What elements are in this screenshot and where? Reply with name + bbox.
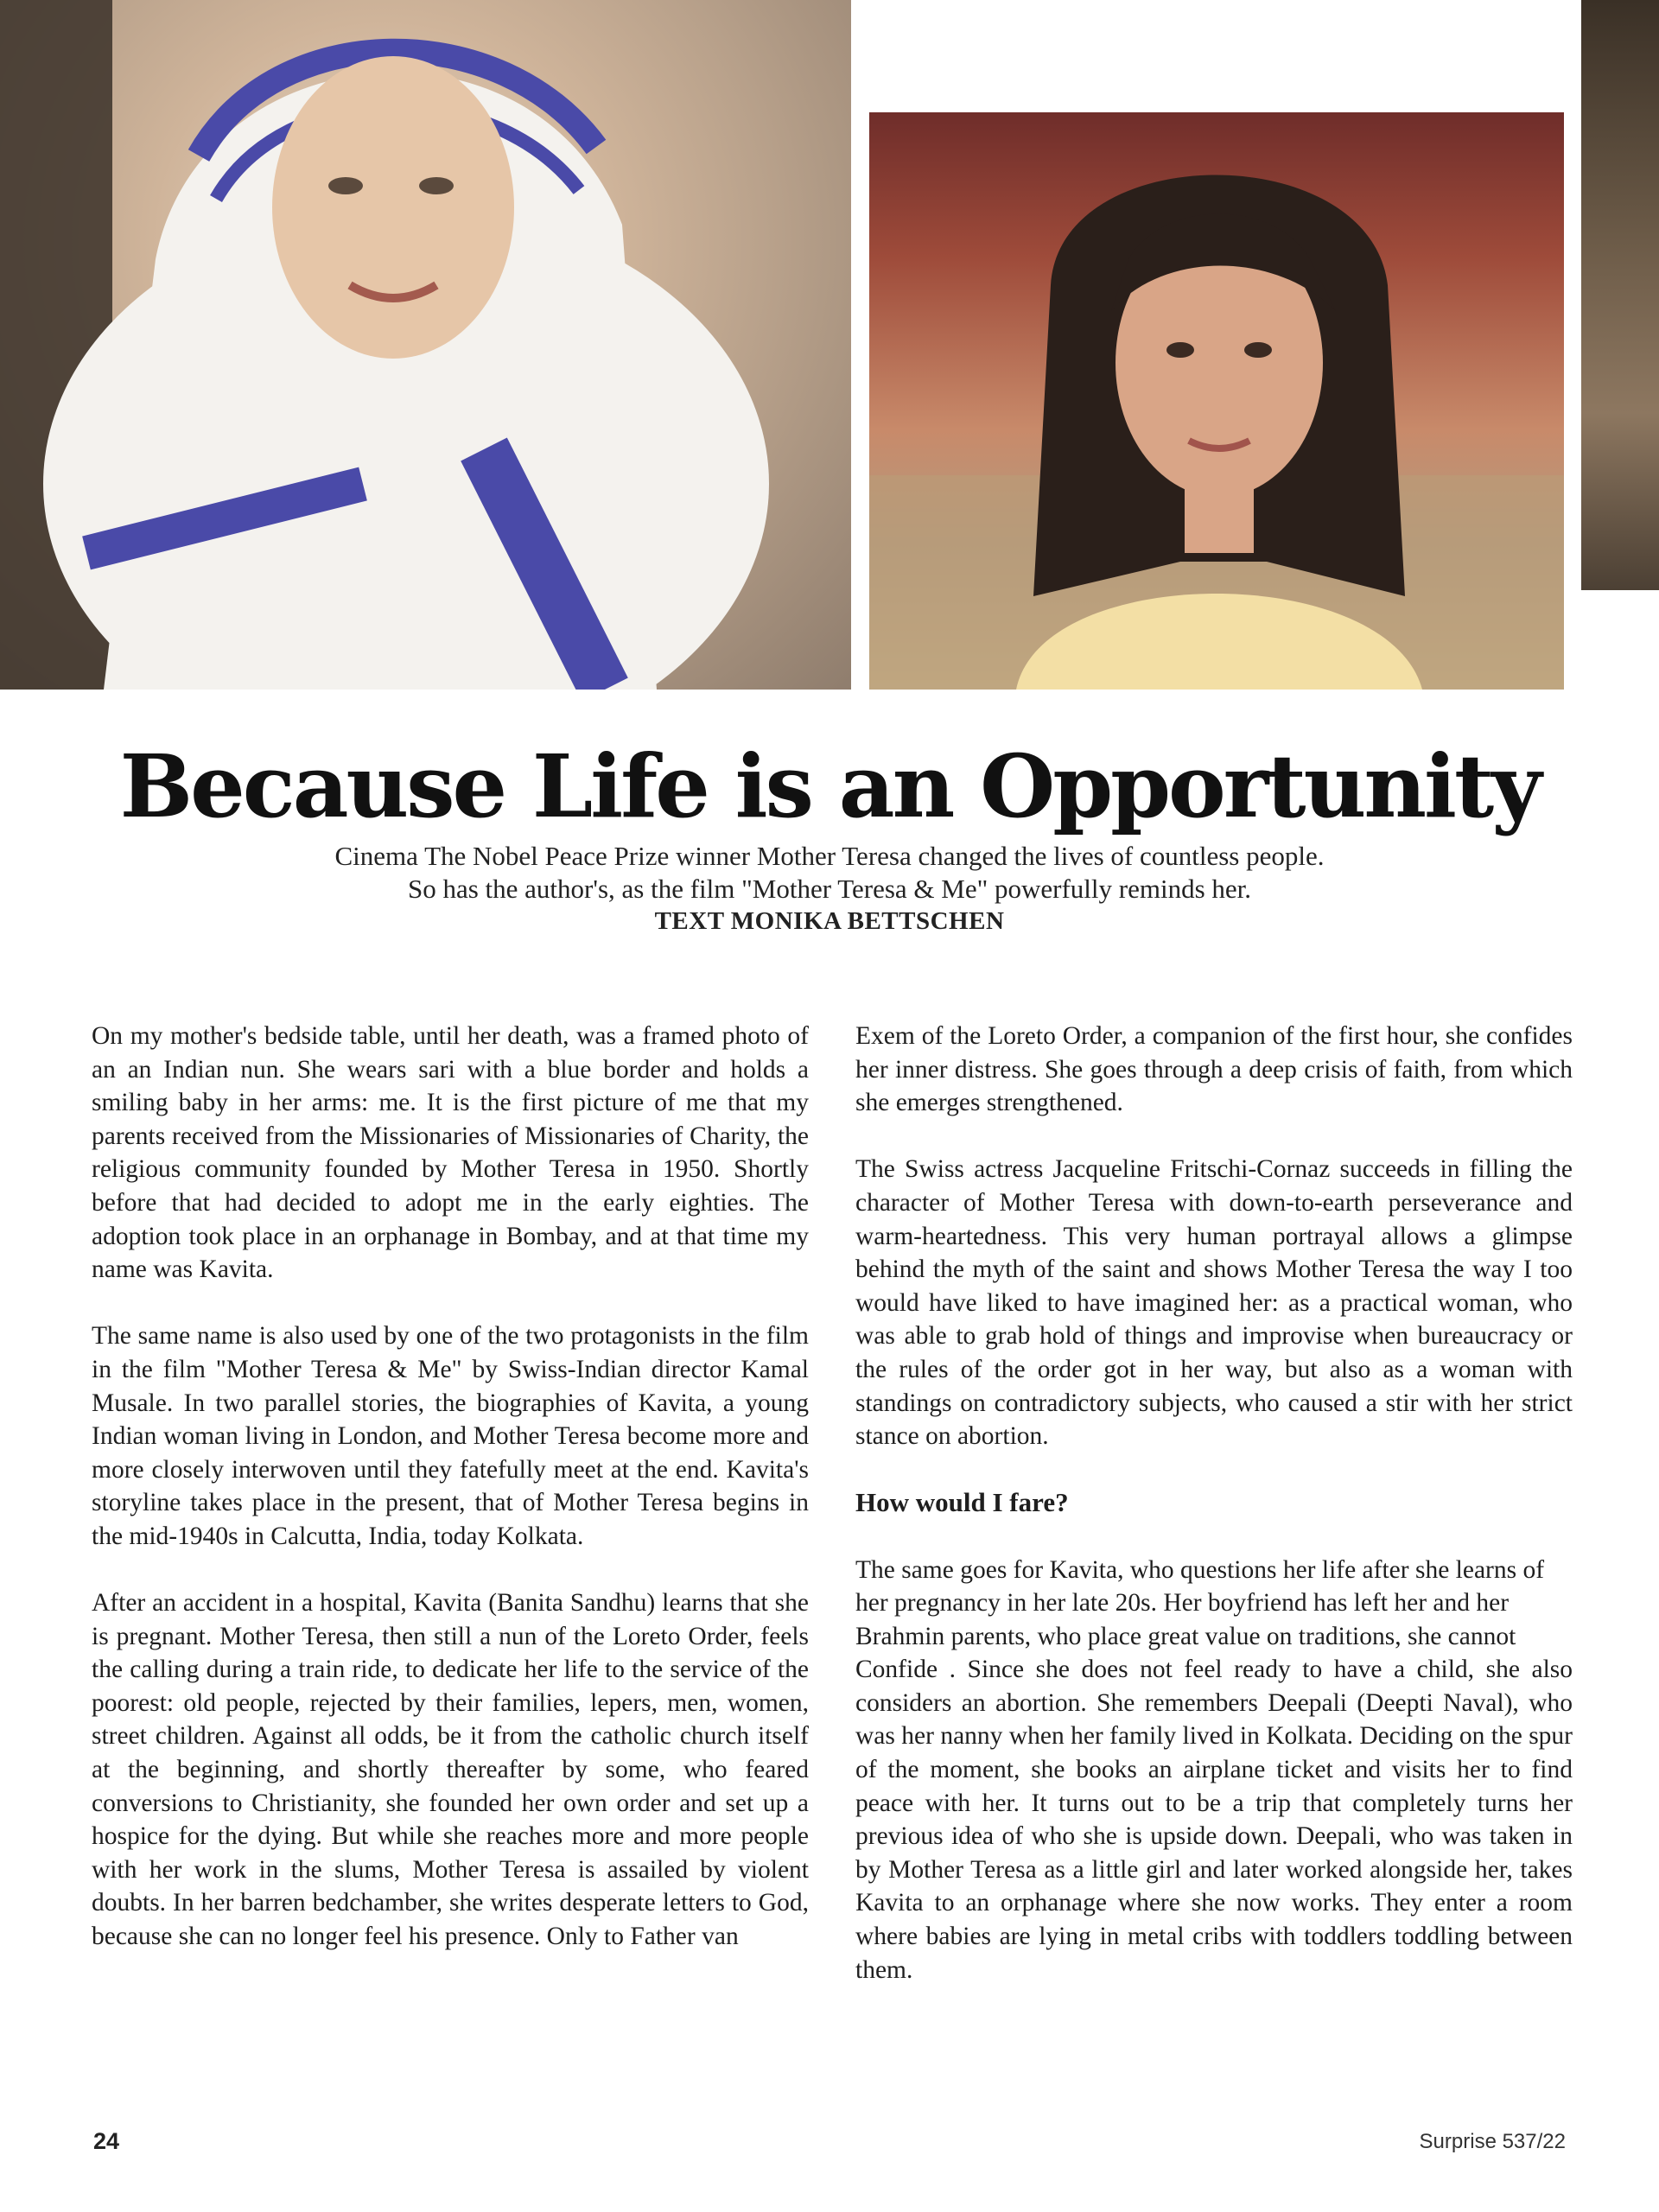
paragraph: The Swiss actress Jacqueline Fritschi-Cornaz succeeds in filling the character of Mother Teresa with down-to-earth perseverance and warm-heartedness. This very human portrayal allows a glimpse behind the myth of the saint and shows Mother Teresa the way I too would have liked to have imagined her: as a practical woman, who was able to grab hold of things and improvise when bureaucracy or the rules of the order got in her way, but also as a woman with standings on contradictory subjects, who caused a stir with her strict stance on abortion. [855,1155,1573,1451]
subheading: How would I fare? [855,1487,1069,1518]
article-title: Because Life is an Opportunity [119,735,1540,837]
paragraph: Exem of the Loreto Order, a companion of the first hour, she confides her inner distress. She goes through a deep crisis of faith, from which she emerges strengthened. [855,1022,1573,1117]
byline: TEXT MONIKA BETTSCHEN [654,907,1005,935]
photo-partial-crop [1581,0,1659,590]
body-column-left [92,1020,809,1954]
body-column-right [855,1020,1573,1986]
issue-info: Surprise 537/22 [1419,2130,1566,2153]
paragraph: The same name is also used by one of the two protagonists in the film in the film "Mother Teresa & Me" by Swiss-Indian director Kamal Musale. In two parallel stories, the biographies of Kavita, a young Indian woman living in London, and Mother Teresa become more and more closely interwoven until they fatefully meet at the end. Kavita's storyline takes place in the present, that of Mother Teresa begins in the mid-1940s in Calcutta, India, today Kolkata. [92,1322,809,1550]
paragraph: Confide . Since she does not feel ready to have a child, she also considers an abortion. She remembers Deepali (Deepti Naval), who was her nanny when her family lived in Kolkata. Deciding on the spur of the moment, she books an airplane ticket and visits her to find peace with her. It turns out to be a trip that completely turns her previous idea of who she is upside down. Deepali, who was taken in by Mother Teresa as a little girl and later worked alongside her, takes Kavita to an orphanage where she now works. They enter a room where babies are lying in metal cribs with toddlers toddling between them. [855,1656,1573,1984]
photo-young-woman-portrait [869,112,1564,690]
paragraph: On my mother's bedside table, until her death, was a framed photo of an an Indian nun. She wears sari with a blue border and holds a smiling baby in her arms: me. It is the first picture of me that my parents received from the Missionaries of Missionaries of Charity, the religious community founded by Mother Teresa in 1950. Shortly before that had decided to adopt me in the early eighties. The adoption took place in an orphanage in Bombay, and at that time my name was Kavita. [92,1022,809,1284]
paragraph: After an accident in a hospital, Kavita (Banita Sandhu) learns that she is pregnant. Mother Teresa, then still a nun of the Loreto Order, feels the calling during a train ride, to dedicate her life to the service of the poorest: old people, rejected by their families, lepers, men, women, street children. Against all odds, be it from the catholic church itself at the beginning, and shortly thereafter by some, who feared conversions to Christianity, she founded her own order and set up a hospice for the dying. But while she reaches more and more people with her work in the slums, Mother Teresa is assailed by violent doubts. In her barren bedchamber, she writes desperate letters to God, because she can no longer feel his presence. Only to Father van [92,1589,809,1951]
standfirst-line-2: So has the author's, as the film "Mother Teresa & Me" powerfully reminds her. [407,874,1252,904]
paragraph: The same goes for Kavita, who questions her life after she learns of her pregnancy in her late 20s. Her boyfriend has left her and her Brahmin parents, who place great value on traditions, she cannot [855,1555,1545,1650]
photo-mother-teresa-portrait [0,0,851,690]
photo-right-illustration [869,112,1564,690]
photo-left-illustration [0,0,851,690]
standfirst-line-1: Cinema The Nobel Peace Prize winner Mother Teresa changed the lives of countless people. [334,841,1325,871]
page-number: 24 [93,2128,120,2154]
article-standfirst [0,840,1659,906]
